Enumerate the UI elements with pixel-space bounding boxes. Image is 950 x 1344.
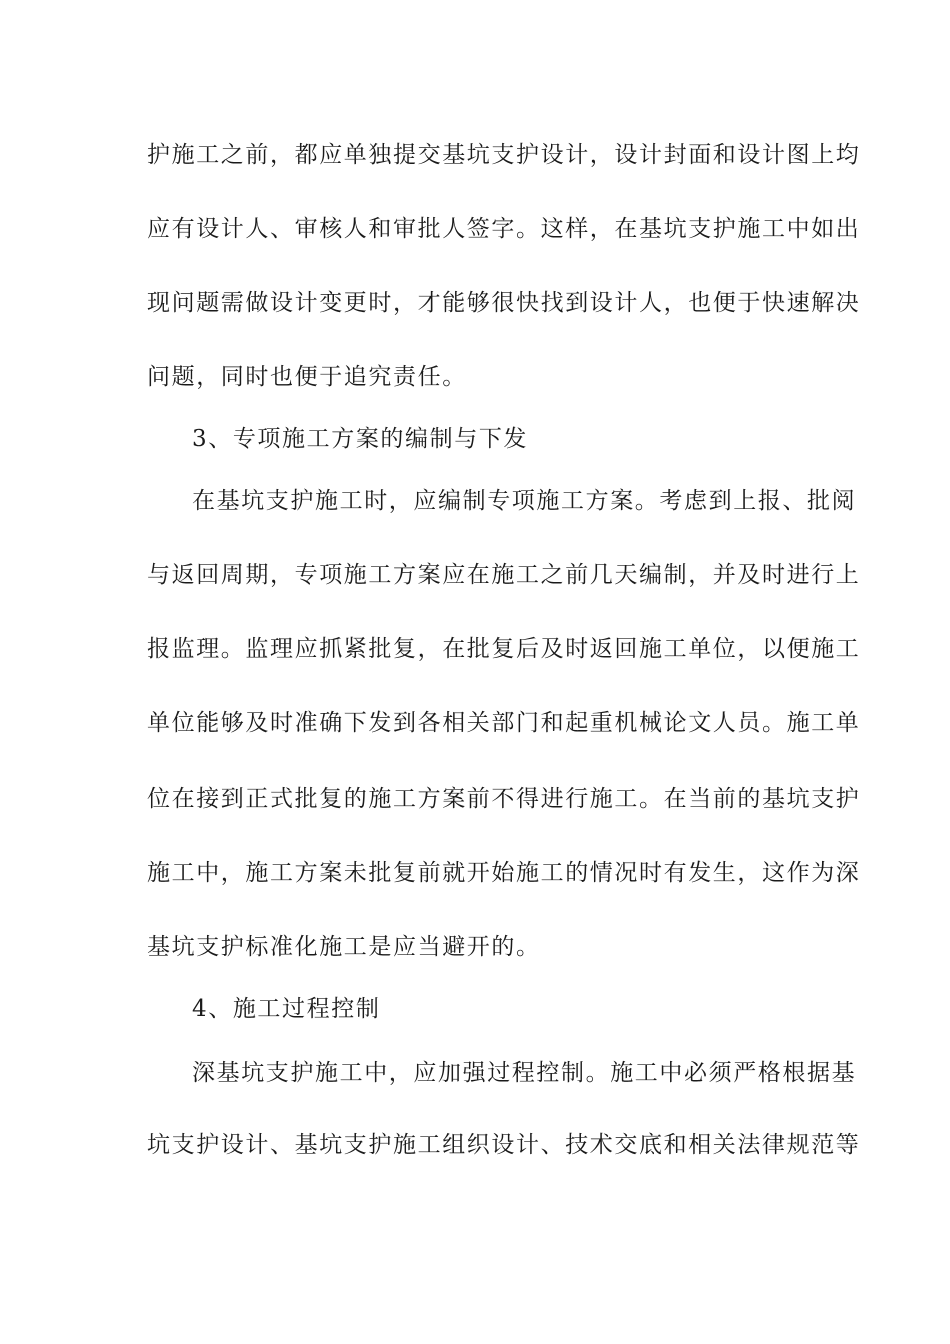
section-heading: 3、专项施工方案的编制与下发 — [192, 426, 529, 452]
paragraph-line: 坑支护设计、基坑支护施工组织设计、技术交底和相关法律规范等 — [147, 1132, 861, 1158]
paragraph-line: 护施工之前，都应单独提交基坑支护设计，设计封面和设计图上均 — [147, 142, 861, 168]
paragraph-line: 在基坑支护施工时，应编制专项施工方案。考虑到上报、批阅 — [192, 488, 857, 514]
paragraph-line: 基坑支护标准化施工是应当避开的。 — [147, 934, 541, 960]
paragraph-line: 现问题需做设计变更时，才能够很快找到设计人，也便于快速解决 — [147, 290, 861, 316]
paragraph-line: 应有设计人、审核人和审批人签字。这样，在基坑支护施工中如出 — [147, 216, 861, 242]
paragraph-line: 深基坑支护施工中，应加强过程控制。施工中必须严格根据基 — [192, 1060, 857, 1086]
paragraph-line: 报监理。监理应抓紧批复，在批复后及时返回施工单位，以便施工 — [147, 636, 861, 662]
section-heading: 4、施工过程控制 — [192, 996, 381, 1022]
paragraph-line: 施工中，施工方案未批复前就开始施工的情况时有发生，这作为深 — [147, 860, 861, 886]
paragraph-line: 位在接到正式批复的施工方案前不得进行施工。在当前的基坑支护 — [147, 786, 861, 812]
paragraph-line: 与返回周期，专项施工方案应在施工之前几天编制，并及时进行上 — [147, 562, 861, 588]
paragraph-line: 单位能够及时准确下发到各相关部门和起重机械论文人员。施工单 — [147, 710, 861, 736]
paragraph-line: 问题，同时也便于追究责任。 — [147, 364, 467, 390]
